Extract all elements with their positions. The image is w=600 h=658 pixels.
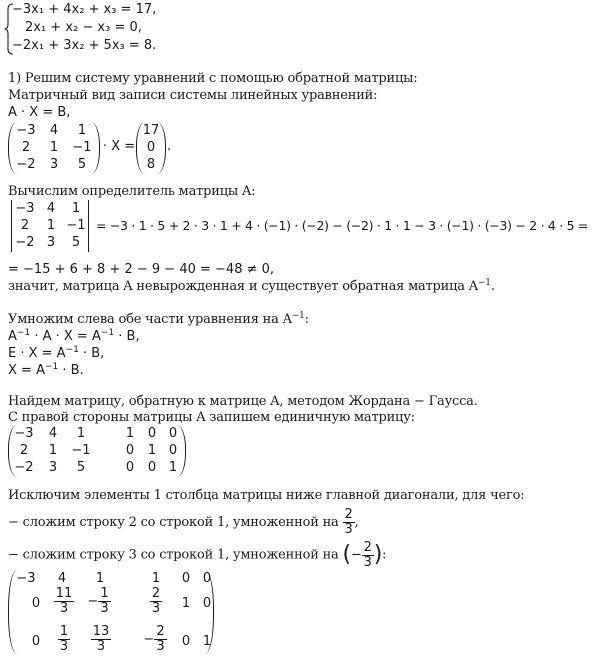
matrix-cell: −1: [72, 140, 92, 155]
matrix-cell-fraction: [84, 587, 114, 616]
matrix-cell-fraction: [52, 587, 76, 616]
matrix-cell: 0: [168, 443, 178, 458]
expr-sup: −1: [65, 345, 79, 355]
matrix-cell: 5: [76, 460, 86, 475]
minus-sign: −: [87, 594, 99, 609]
gauss-line-1: Найдем матрицу, обратную к матрице A, методом Жордана − Гаусса.: [8, 394, 478, 409]
minus-sign: −: [350, 547, 362, 563]
matrix-cell: −1: [66, 218, 86, 233]
determinant-conclusion: [8, 278, 495, 294]
step-a-text: − сложим строку 2 со строкой 1, умноженной на: [8, 515, 339, 530]
fraction-denominator: 3: [59, 639, 69, 654]
multiply-label-sup: −1: [291, 311, 305, 321]
matrix-cell: 0: [202, 596, 212, 611]
expr-sup: −1: [16, 328, 31, 338]
expr-part: E · X = A: [8, 346, 66, 361]
matrix-cell: 0: [181, 634, 191, 649]
matrix-cell: 1: [76, 426, 86, 441]
vector-cell: 0: [146, 140, 156, 155]
conclusion-sup: −1: [477, 278, 491, 288]
matrix-cell: 1: [125, 426, 135, 441]
close-paren: ): [373, 542, 383, 567]
equation-3: −2x₁ + 3x₂ + 5x₃ = 8.: [12, 38, 157, 53]
fraction: [343, 508, 355, 537]
eliminate-step-a: [8, 508, 359, 538]
fraction-denominator: 3: [344, 522, 353, 537]
fraction-numerator: 13: [92, 624, 110, 639]
fraction-denominator: 3: [96, 639, 106, 654]
matrix-cell: −2: [15, 235, 35, 250]
expr-part: X = A: [8, 363, 45, 378]
matrix-cell: 5: [77, 157, 87, 172]
matrix-cell: 0: [147, 426, 157, 441]
eliminate-label: Исключим элементы 1 столбца матрицы ниже главной диагонали, для чего:: [8, 488, 525, 503]
expr-part: A: [8, 329, 17, 344]
result-matrix: [8, 570, 214, 654]
determinant-expansion: = −3 · 1 · 5 + 2 · 3 · 1 + 4 · (−1) · (−2) − (−2) · 1 · 1 − 3 · (−1) · (−3) − 2 · 4 · 5 =: [96, 218, 589, 233]
fraction-denominator: 3: [59, 601, 69, 616]
multiply-line-1: [8, 328, 140, 344]
matrix-cell: 3: [49, 157, 59, 172]
matrix-equation: A · X = B,: [8, 105, 71, 120]
multiply-line-2: [8, 345, 104, 361]
fraction-numerator: 1: [100, 586, 109, 601]
fraction-numerator: 11: [55, 586, 73, 601]
matrix-cell: −1: [71, 443, 91, 458]
matrix-cell: −2: [16, 157, 36, 172]
matrix-cell: 0: [181, 571, 191, 586]
determinant-result: = −15 + 6 + 8 + 2 − 9 − 40 = −48 ≠ 0,: [8, 262, 275, 277]
matrix-cell: 1: [151, 571, 161, 586]
matrix-cell: 0: [147, 460, 157, 475]
matrix-a: [8, 122, 100, 174]
matrix-cell: 0: [202, 571, 212, 586]
determinant-matrix: [8, 200, 92, 252]
matrix-cell: 4: [49, 123, 59, 138]
matrix-cell: −3: [14, 426, 34, 441]
matrix-form-label: Матричный вид записи системы линейных уравнений:: [8, 88, 378, 103]
fraction-numerator: 2: [156, 624, 165, 639]
period: .: [167, 139, 172, 154]
matrix-cell: 1: [202, 634, 212, 649]
matrix-cell: 1: [168, 460, 178, 475]
fraction-denominator: 3: [100, 601, 109, 616]
matrix-cell: 1: [46, 218, 56, 233]
matrix-cell: 4: [48, 426, 58, 441]
multiply-line-3: [8, 362, 84, 378]
eliminate-step-b: [8, 540, 386, 571]
matrix-cell: 3: [48, 460, 58, 475]
matrix-cell-fraction: [52, 625, 76, 654]
matrix-cell: 0: [31, 634, 41, 649]
multiply-label-text: Умножим слева обе части уравнения на A: [8, 312, 292, 327]
expr-sup: −1: [100, 328, 115, 338]
matrix-cell: −3: [15, 201, 35, 216]
matrix-cell: 0: [125, 443, 135, 458]
conclusion-end: .: [490, 279, 495, 294]
matrix-cell: 0: [125, 460, 135, 475]
matrix-cell: 3: [46, 235, 56, 250]
fraction: [362, 541, 374, 570]
expr-part: · A · X = A: [30, 329, 101, 344]
expr-part: · B.: [58, 363, 84, 378]
matrix-cell: 5: [71, 235, 81, 250]
fraction-numerator: 2: [363, 539, 372, 555]
left-bar: [11, 200, 12, 252]
step-b-end: :: [382, 547, 387, 563]
equation-2: 2x₁ + x₂ − x₃ = 0,: [25, 20, 142, 35]
multiply-label-end: :: [304, 312, 309, 327]
matrix-cell-fraction: [140, 625, 170, 654]
matrix-cell: 1: [48, 443, 58, 458]
vector-cell: 8: [146, 157, 156, 172]
vector-b: [136, 122, 166, 174]
matrix-cell: 2: [20, 218, 30, 233]
vector-cell: 17: [142, 123, 160, 138]
conclusion-text: значит, матрица A невырожденная и существует обратная матрица A: [8, 279, 478, 294]
matrix-cell: 1: [147, 443, 157, 458]
times-x-equals: · X =: [103, 139, 136, 154]
minus-sign: −: [143, 632, 155, 647]
matrix-cell: 1: [181, 596, 191, 611]
fraction-denominator: 3: [156, 639, 165, 654]
matrix-cell: 1: [71, 201, 81, 216]
matrix-cell: 2: [19, 443, 29, 458]
expr-part: · B,: [114, 329, 140, 344]
right-bar: [88, 200, 89, 252]
matrix-cell: 1: [49, 140, 59, 155]
matrix-cell-fraction: [88, 625, 114, 654]
fraction-numerator: 1: [59, 624, 69, 639]
multiply-label: [8, 311, 309, 327]
step-a-end: ,: [354, 515, 359, 530]
step1-heading: 1) Решим систему уравнений с помощью обратной матрицы:: [8, 71, 418, 86]
fraction-numerator: 2: [151, 586, 161, 601]
step-b-text: − сложим строку 3 со строкой 1, умноженной на: [8, 547, 339, 563]
matrix-cell: −2: [14, 460, 34, 475]
matrix-cell: 1: [77, 123, 87, 138]
open-paren: (: [342, 542, 351, 567]
matrix-cell: 2: [21, 140, 31, 155]
matrix-cell: 4: [46, 201, 56, 216]
matrix-cell: −3: [16, 123, 36, 138]
expr-part: · B,: [78, 346, 105, 361]
fraction-denominator: 3: [363, 554, 372, 570]
augmented-matrix: [8, 425, 186, 477]
matrix-cell: 4: [57, 571, 67, 586]
determinant-label: Вычислим определитель матрицы A:: [8, 184, 256, 199]
equation-1: −3x₁ + 4x₂ + x₃ = 17,: [12, 2, 157, 17]
matrix-cell: 0: [168, 426, 178, 441]
matrix-cell-fraction: [148, 587, 164, 616]
matrix-cell: −3: [16, 571, 36, 586]
matrix-cell: 1: [95, 571, 105, 586]
fraction-denominator: 3: [151, 601, 161, 616]
gauss-line-2: С правой стороны матрицы A запишем единичную матрицу:: [8, 410, 415, 425]
expr-sup: −1: [44, 362, 59, 372]
matrix-cell: 0: [31, 596, 41, 611]
fraction-numerator: 2: [344, 507, 353, 522]
